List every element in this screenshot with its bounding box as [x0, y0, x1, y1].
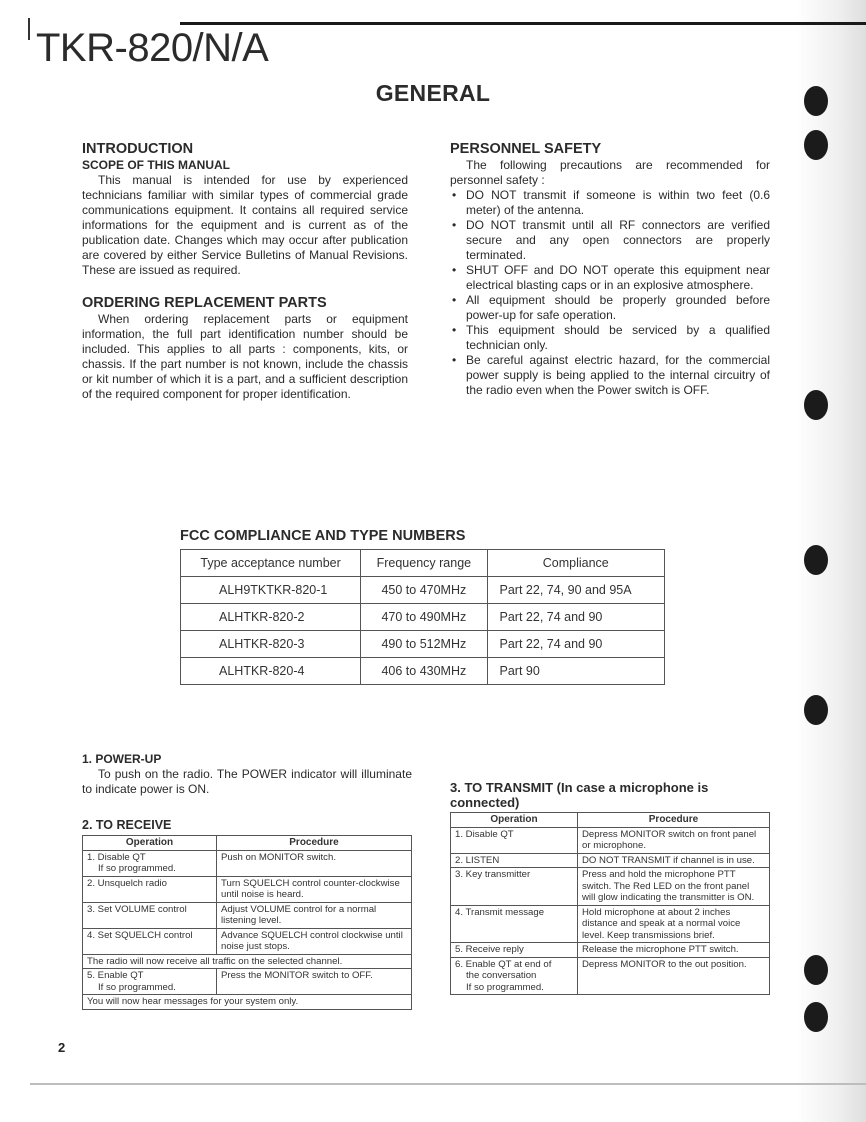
operation-cell: [451, 905, 578, 943]
frequency-cell: 406 to 430MHz: [361, 658, 487, 685]
safety-item: • DO NOT transmit until all RF connectors are verified secure and any open connectors are properly terminated.: [450, 218, 770, 263]
column-header: Procedure: [217, 836, 412, 851]
compliance-cell: Part 22, 74, 90 and 95A: [487, 577, 664, 604]
transmit-heading: 3. TO TRANSMIT (In case a microphone is connected): [450, 780, 709, 810]
operation-cell: [451, 868, 578, 906]
operation-text: 2. Unsquelch radio: [87, 877, 167, 889]
column-header: Operation: [83, 836, 217, 851]
type-number-cell: ALHTKR-820-3: [181, 631, 361, 658]
table-note-row: [83, 954, 412, 969]
table-note-row: [83, 995, 412, 1010]
scope-heading: SCOPE OF THIS MANUAL: [82, 158, 231, 172]
column-header: Type acceptance number: [181, 550, 361, 577]
table-header-row: [451, 813, 770, 828]
safety-item: • SHUT OFF and DO NOT operate this equipment near electrical blasting caps or in an explosive atmosphere.: [450, 263, 770, 293]
operation-text: 1. Disable QT: [455, 828, 514, 840]
column-header: Compliance: [487, 550, 664, 577]
procedure-cell: Hold microphone at about 2 inches distance and speak at a normal voice level. Keep transmissions brief.: [578, 905, 770, 943]
model-title: TKR-820/N/A: [36, 26, 269, 70]
table-row: [83, 902, 412, 928]
ordering-paragraph: When ordering replacement parts or equipment information, the full part identification number should be included. This applies to all parts : components, kits, or chassis. If the part number is not known, include the chassis or kit number of which it is a part, and a sufficient description of the required component for proper identification.: [82, 312, 408, 401]
safety-item: • DO NOT transmit if someone is within two feet (0.6 meter) of the antenna.: [450, 188, 770, 218]
introduction-heading: INTRODUCTION: [82, 141, 194, 157]
powerup-paragraph: To push on the radio. The POWER indicator will illuminate to indicate power is ON.: [82, 767, 412, 796]
procedure-cell: Release the microphone PTT switch.: [578, 943, 770, 958]
operation-text: 5. Receive reply: [455, 944, 524, 955]
operation-cell: [83, 876, 217, 902]
table-row: [451, 853, 770, 868]
operation-text: 1. Disable QT: [87, 851, 146, 863]
operation-cell: [451, 943, 578, 958]
fcc-table: [180, 549, 665, 685]
safety-item: • This equipment should be serviced by a qualified technician only.: [450, 323, 770, 353]
table-row: [451, 868, 770, 906]
operation-cell: [451, 853, 578, 868]
table-row: [181, 577, 665, 604]
fcc-heading: FCC COMPLIANCE AND TYPE NUMBERS: [180, 528, 466, 544]
table-row: [451, 943, 770, 958]
scope-paragraph: This manual is intended for use by experienced technicians familiar with similar types of commercial grade communications equipment. It contains all required service informations for the equipment and is current as of the publication date. Changes which may occur after publication are covered by either Service Bulletins of Manual Revisions. These are issued as required.: [82, 173, 408, 277]
procedure-cell: Adjust VOLUME control for a normal listening level.: [217, 902, 412, 928]
page-top-edge: [180, 22, 866, 25]
powerup-heading: 1. POWER-UP: [82, 752, 162, 766]
frequency-cell: 470 to 490MHz: [361, 604, 487, 631]
table-header-row: [83, 836, 412, 851]
procedure-cell: DO NOT TRANSMIT if channel is in use.: [578, 853, 770, 868]
procedure-cell: Depress MONITOR to the out position.: [578, 957, 770, 995]
receive-section: [82, 818, 412, 1010]
table-row: [181, 631, 665, 658]
operation-text: 4. Set SQUELCH control: [87, 929, 193, 941]
frequency-cell: 490 to 512MHz: [361, 631, 487, 658]
procedure-cell: Press and hold the microphone PTT switch. The Red LED on the front panel will glow indicating the transmitter is ON.: [578, 868, 770, 906]
table-row: [451, 905, 770, 943]
transmit-section: [450, 780, 776, 995]
compliance-cell: Part 22, 74 and 90: [487, 604, 664, 631]
operation-text: 4. Transmit message: [455, 906, 545, 918]
frequency-cell: 450 to 470MHz: [361, 577, 487, 604]
operation-subtext: the conversation If so programmed.: [466, 970, 544, 993]
operation-cell: [83, 850, 217, 876]
table-header-row: [181, 550, 665, 577]
table-row: [83, 969, 412, 995]
binder-hole: [804, 390, 828, 420]
operation-cell: [451, 957, 578, 995]
binder-hole: [804, 1002, 828, 1032]
section-title: GENERAL: [375, 80, 491, 106]
binder-hole: [804, 955, 828, 985]
compliance-cell: Part 90: [487, 658, 664, 685]
receive-table: [82, 835, 412, 1010]
procedure-cell: Push on MONITOR switch.: [217, 850, 412, 876]
procedure-cell: Advance SQUELCH control clockwise until noise just stops.: [217, 928, 412, 954]
table-note: You will now hear messages for your system only.: [83, 995, 412, 1010]
table-note: The radio will now receive all traffic on the selected channel.: [83, 954, 412, 969]
type-number-cell: ALH9TKTKR-820-1: [181, 577, 361, 604]
table-row: [83, 850, 412, 876]
type-number-cell: ALHTKR-820-2: [181, 604, 361, 631]
column-header: Operation: [451, 813, 578, 828]
table-row: [83, 876, 412, 902]
right-column: [450, 141, 770, 398]
page-number: 2: [58, 1040, 66, 1055]
table-row: [451, 957, 770, 995]
operation-text: 6. Enable QT at end of: [455, 958, 552, 970]
procedure-cell: Press the MONITOR switch to OFF.: [217, 969, 412, 995]
operation-text: 5. Enable QT: [87, 970, 144, 981]
type-number-cell: ALHTKR-820-4: [181, 658, 361, 685]
operation-text: 3. Key transmitter: [455, 869, 531, 880]
operation-cell: [83, 969, 217, 995]
left-column: [82, 141, 408, 402]
operation-subtext: If so programmed.: [98, 981, 176, 993]
powerup-section: [82, 752, 412, 797]
operation-text: 2. LISTEN: [455, 854, 500, 866]
ordering-heading: ORDERING REPLACEMENT PARTS: [82, 295, 327, 311]
procedure-cell: Turn SQUELCH control counter-clockwise until noise is heard.: [217, 876, 412, 902]
safety-intro: The following precautions are recommended for personnel safety :: [450, 158, 770, 187]
operation-subtext: If so programmed.: [98, 863, 176, 874]
fcc-section: [180, 528, 665, 685]
procedure-cell: Depress MONITOR switch on front panel or microphone.: [578, 827, 770, 853]
table-row: [181, 604, 665, 631]
operation-cell: [83, 928, 217, 954]
receive-heading: 2. TO RECEIVE: [82, 818, 172, 832]
table-row: [451, 827, 770, 853]
binder-hole: [804, 130, 828, 160]
safety-list: [450, 188, 770, 398]
table-row: [83, 928, 412, 954]
compliance-cell: Part 22, 74 and 90: [487, 631, 664, 658]
column-header: Frequency range: [361, 550, 487, 577]
safety-heading: PERSONNEL SAFETY: [450, 141, 602, 157]
table-row: [181, 658, 665, 685]
binder-hole: [804, 695, 828, 725]
operation-cell: [83, 902, 217, 928]
transmit-table: [450, 812, 770, 995]
operation-cell: [451, 827, 578, 853]
operation-text: 3. Set VOLUME control: [87, 903, 187, 915]
column-header: Procedure: [578, 813, 770, 828]
safety-item: • All equipment should be properly grounded before power-up for safe operation.: [450, 293, 770, 323]
safety-item: • Be careful against electric hazard, for the commercial power supply is being applied to the internal circuitry of the radio even when the Power switch is OFF.: [450, 353, 770, 398]
page-corner-mark: [28, 18, 30, 40]
binder-hole: [804, 545, 828, 575]
page-bottom-edge: [30, 1083, 866, 1085]
